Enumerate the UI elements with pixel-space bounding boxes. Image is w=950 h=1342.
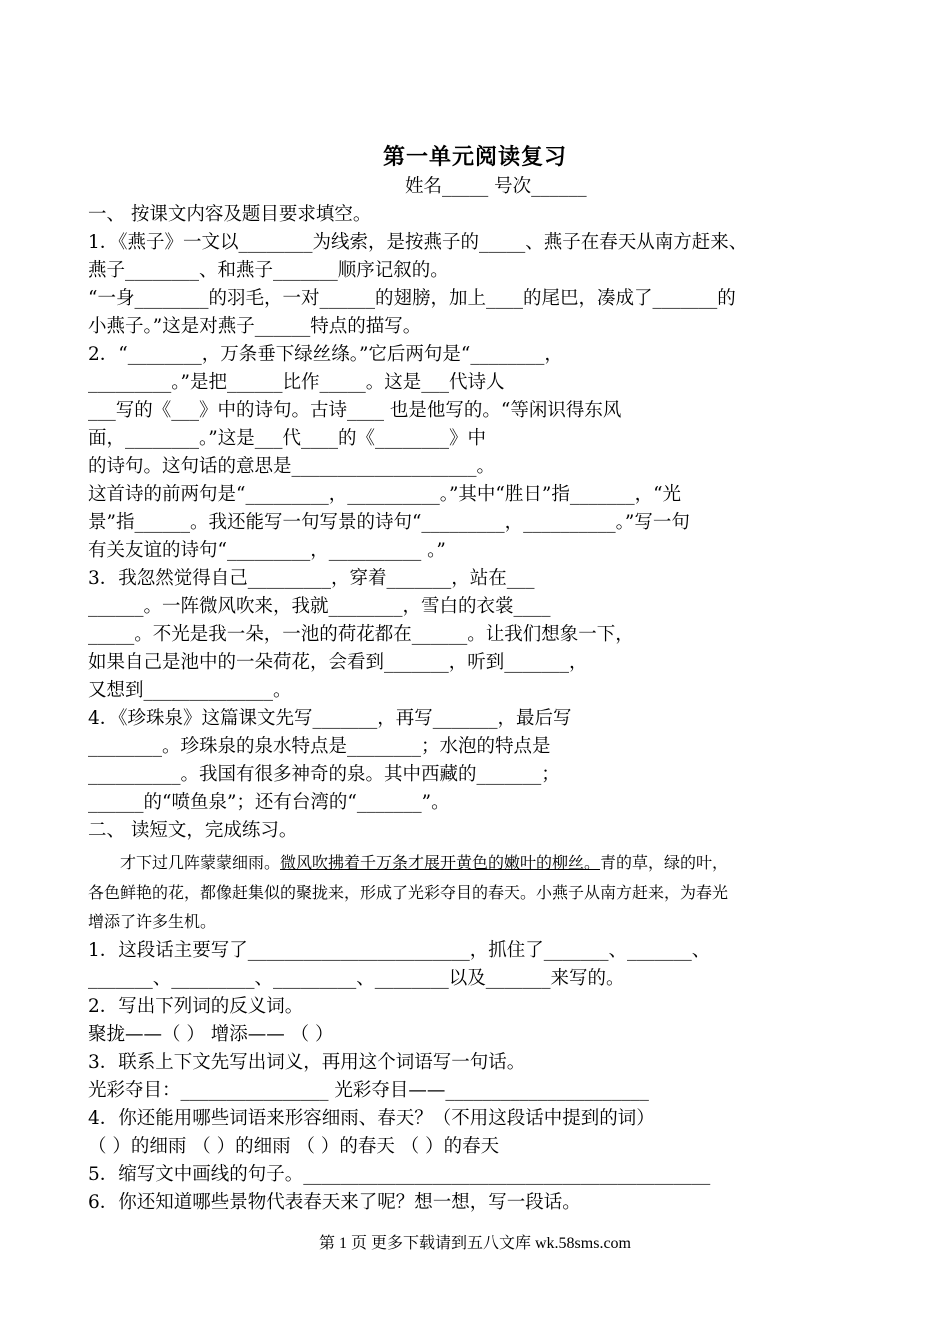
question-text: 6．你还知道哪些景物代表春天来了呢？想一想，写一段话。 xyxy=(88,1192,581,1213)
question-text: __________。我国有很多神奇的泉。其中西藏的_______； xyxy=(88,764,560,785)
question-text: 这首诗的前两句是“_________，__________。”其中“胜日”指_______，“光 xyxy=(88,484,682,505)
question-text: ______的“喷鱼泉”；还有台湾的“_______”。 xyxy=(88,792,450,813)
section-two-heading: 二、 读短文，完成练习。 xyxy=(88,820,298,841)
question-text: 又想到______________。 xyxy=(88,680,292,701)
passage-intro: 才下过几阵蒙蒙细雨。 xyxy=(120,853,281,872)
question-text: 1．这段话主要写了________________________，抓住了_______、_______、 xyxy=(88,940,711,961)
question-text: 3．我忽然觉得自己_________，穿着_______，站在___ xyxy=(88,568,535,589)
question-text: 面，________。”这是___代____的《________》中 xyxy=(88,428,486,449)
passage-line xyxy=(120,850,910,876)
question-text: 1．《燕子》一文以________为线索，是按燕子的_____、燕子在春天从南方赶来、 xyxy=(88,232,748,253)
question-text: _____。不光是我一朵，一池的荷花都在______。让我们想象一下， xyxy=(88,624,634,645)
passage-line: 增添了许多生机。 xyxy=(88,912,217,931)
question-text: 5．缩写文中画线的句子。____________________________________________ xyxy=(88,1164,711,1185)
question-text: ___写的《___》中的诗句。古诗____ 也是他写的。“等闲识得东风 xyxy=(88,400,622,421)
passage-line: 各色鲜艳的花，都像赶集似的聚拢来，形成了光彩夺目的春天。小燕子从南方赶来，为春光 xyxy=(88,883,729,902)
question-text: 4．你还能用哪些词语来形容细雨、春天？（不用这段话中提到的词） xyxy=(88,1108,655,1129)
question-text: 2．“________，万条垂下绿丝绦。”它后两句是“________， xyxy=(88,344,563,365)
question-text: 聚拢——（ ） 增添—— （ ） xyxy=(88,1024,334,1045)
question-text: （ ）的细雨 （ ）的细雨 （ ）的春天 （ ）的春天 xyxy=(88,1136,500,1157)
question-text: 景”指______。我还能写一句写景的诗句“_________，__________。”写一句 xyxy=(88,512,690,533)
page-footer: 第 1 页 更多下载请到五八文库 wk.58sms.com xyxy=(318,1235,631,1252)
question-text: “一身________的羽毛，一对______的翅膀，加上____的尾巴，凑成了_______的 xyxy=(88,288,736,309)
passage-rest: 青的草，绿的叶， xyxy=(600,853,729,872)
question-text: 光彩夺目：________________ 光彩夺目——______________________ xyxy=(88,1080,649,1101)
question-text: 4．《珍珠泉》这篇课文先写_______，再写_______，最后写 xyxy=(88,708,572,729)
question-text: 如果自己是池中的一朵荷花，会看到_______，听到_______， xyxy=(88,652,588,673)
question-text: 的诗句。这句话的意思是____________________。 xyxy=(88,456,496,477)
question-text: 2．写出下列词的反义词。 xyxy=(88,996,304,1017)
passage-underlined-sentence: 微风吹拂着千万条才展开黄色的嫩叶的柳丝。 xyxy=(280,853,601,872)
name-number-line: 姓名_____ 号次______ xyxy=(405,176,587,197)
question-text: ________。珍珠泉的泉水特点是________；水泡的特点是 xyxy=(88,736,551,757)
page-title: 第一单元阅读复习 xyxy=(382,144,567,170)
question-text: 3．联系上下文先写出词义，再用这个词语写一句话。 xyxy=(88,1052,526,1073)
question-text: _______、_________、_________、________以及_______来写的。 xyxy=(88,968,625,989)
question-text: ______。一阵微风吹来，我就________，雪白的衣裳____ xyxy=(88,596,551,617)
question-text: _________。”是把______比作_____。这是___代诗人 xyxy=(88,372,505,393)
question-text: 燕子________、和燕子_______顺序记叙的。 xyxy=(88,260,449,281)
question-text: 小燕子。”这是对燕子______特点的描写。 xyxy=(88,316,422,337)
question-text: 有关友谊的诗句“_________，__________ 。” xyxy=(88,540,446,561)
section-one-heading: 一、 按课文内容及题目要求填空。 xyxy=(88,204,372,225)
